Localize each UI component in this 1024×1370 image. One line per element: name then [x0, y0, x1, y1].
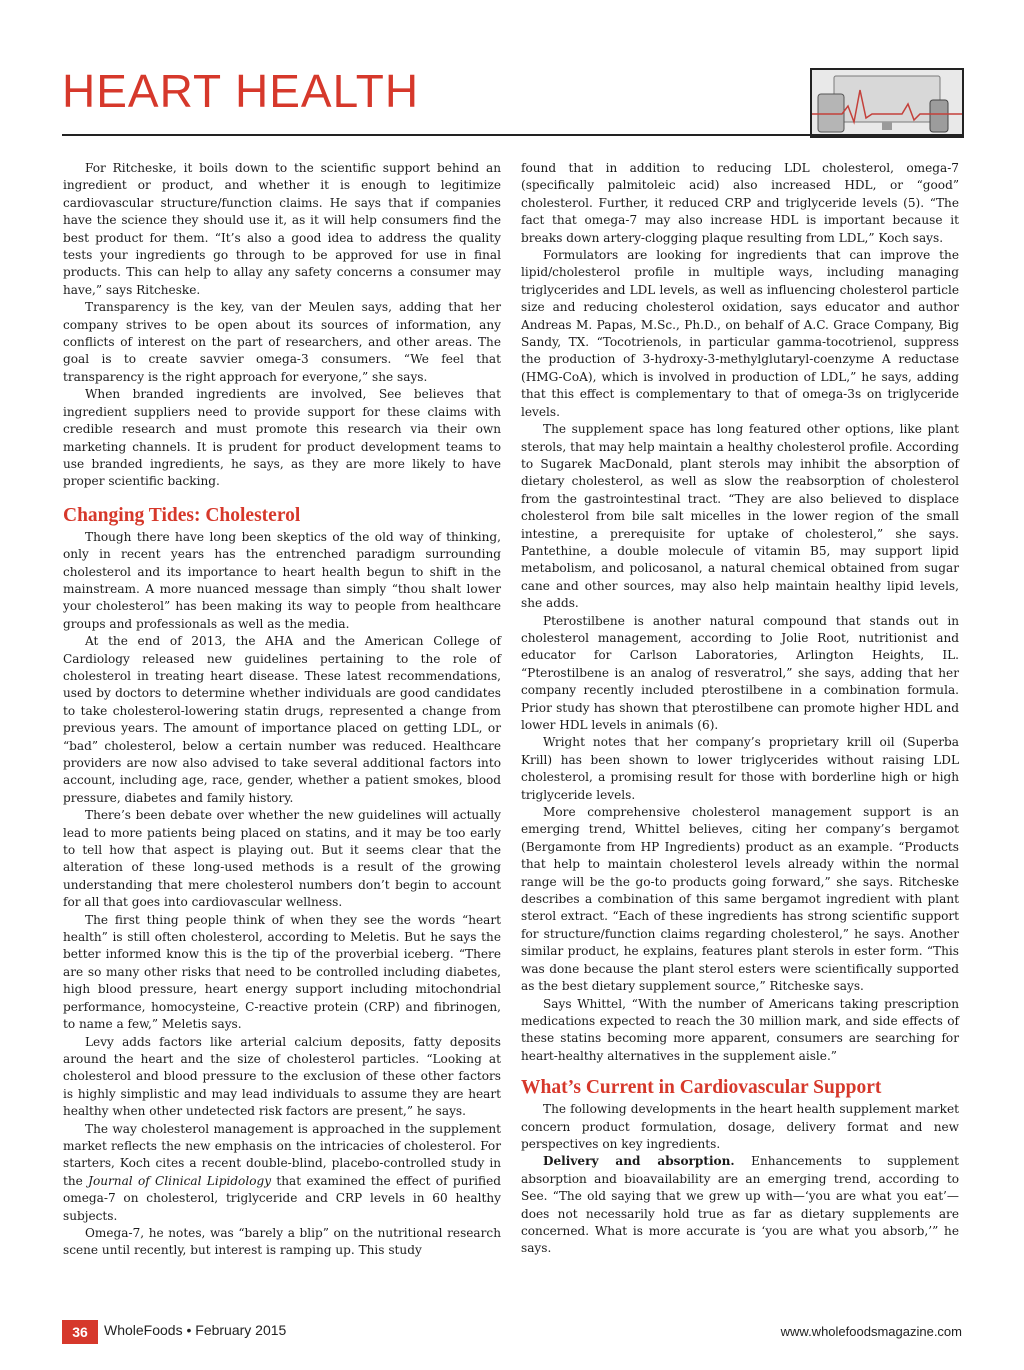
paragraph: Pterostilbene is another natural compound that stands out in cholesterol management, according to Jolie Root, nutritionist and educator for Carlson Laboratories, Arlington Heights, IL. “Pterostilbene is an analog of resveratrol,” she says, adding that her company recently included pterostilbene in a combination formula. Prior study has shown that pterostilbene can promote higher HDL and lower HDL levels in animals (6). [521, 613, 959, 732]
paragraph: found that in addition to reducing LDL cholesterol, omega-7 (specifically palmitoleic acid) also increased HDL, or “good” cholesterol. Further, it reduced CRP and triglyceride levels (5). “The fact that omega-7 may also increase HDL is important because it breaks down artery-clogging plaque resulting from LDL,” Koch says. [521, 161, 959, 245]
website-url[interactable]: www.wholefoodsmagazine.com [780, 1324, 962, 1339]
paragraph [521, 1153, 959, 1257]
heartbeat-devices-icon [810, 68, 964, 138]
paragraph: Says Whittel, “With the number of Americans taking prescription medications expected to reach the 30 million mark, and side effects of these statins becoming more apparent, consumers are searching for heart-healthy alternatives in the supplement aisle.” [521, 996, 959, 1063]
paragraph: Omega-7, he notes, was “barely a blip” on the nutritional research scene until recently, but interest is ramping up. This study [63, 1225, 501, 1258]
page-title: HEART HEALTH [62, 65, 420, 117]
right-column [521, 160, 959, 1258]
paragraph: The first thing people think of when they see the words “heart health” is still often cholesterol, according to Meletis. But he says the better informed know this is the tip of the proverbial iceberg. “There are so many other risks that need to be controlled including diabetes, high blood pressure, heart energy support including mitochondrial performance, homocysteine, C-reactive protein (CRP) and fibrinogen, to name a few,” Meletis says. [63, 912, 501, 1032]
paragraph: Wright notes that her company’s proprietary krill oil (Superba Krill) has been shown to lower triglycerides without raising LDL cholesterol, a promising result for those with borderline high or high triglyceride levels. [521, 735, 959, 802]
paragraph: Transparency is the key, van der Meulen says, adding that her company strives to be open about its sources of information, any conflicts of interest on the part of researchers, and other areas. The goal is to create savvier omega-3 consumers. “We feel that transparency is the right approach for everyone,” she says. [63, 300, 501, 384]
paragraph: At the end of 2013, the AHA and the American College of Cardiology released new guidelines pertaining to the role of cholesterol in treating heart disease. These latest recommendations, used by doctors to determine whether individuals are good candidates to take cholesterol-lowering statin drugs, represented a change from previous years. The amount of importance placed on getting LDL, or “bad” cholesterol, below a certain number was reduced. Healthcare providers are now also advised to take several additional factors into account, including age, race, gender, whether a patient smokes, blood pressure, diabetes and family history. [63, 634, 501, 805]
paragraph: For Ritcheske, it boils down to the scientific support behind an ingredient or product, and whether it is enough to legitimize cardiovascular structure/function claims. He says that if companies have the science they should use it, as it will help consumers find the best product for them. “It’s also a good idea to address the quality tests your ingredients go through to be approved for use in final products. This can help to allay any safety concerns a consumer may have,” says Ritcheske. [63, 161, 501, 297]
paragraph: The supplement space has long featured other options, like plant sterols, that may help maintain a healthy cholesterol profile. According to Sugarek MacDonald, plant sterols may inhibit the absorption of dietary cholesterol, as well as slow the reabsorption of cholesterol from the gastrointestinal tract. “They are also believed to displace cholesterol from bile salt micelles in the lower region of the small intestine, a prerequisite for uptake of cholesterol,” she says. Pantethine, a double molecule of vitamin B5, may support lipid metabolism, and policosanol, a natural chemical obtained from sugar cane and other sources, may also help maintain healthy lipid levels, she adds. [521, 422, 959, 611]
paragraph: The following developments in the heart health supplement market concern product formulation, dosage, delivery format and new perspectives on key ingredients. [521, 1102, 959, 1151]
paragraph-text: that examined the effect of purified omega-7 on cholesterol, triglyceride and CRP levels in 60 healthy subjects. [63, 1173, 501, 1223]
paragraph-text: The way cholesterol management is approached in the supplement market reflects the new emphasis on the intricacies of cholesterol. For starters, Koch cites a recent double-blind, placebo-controlled study in the [63, 1121, 501, 1188]
section-heading: Changing Tides: Cholesterol [63, 504, 301, 526]
section-heading: What’s Current in Cardiovascular Support [521, 1077, 882, 1099]
header-rule [62, 134, 962, 136]
paragraph: When branded ingredients are involved, See believes that ingredient suppliers need to provide support for these claims with credible research and must promote this research via their own marketing channels. It is prudent for product development teams to use branded ingredients, he says, as they are more likely to have proper scientific backing. [63, 387, 501, 489]
left-column [63, 160, 501, 1260]
paragraph: More comprehensive cholesterol management support is an emerging trend, Whittel believes, citing her company’s bergamot (Bergamonte from HP Ingredients) product as an example. “Products that help to maintain cholesterol levels already within the normal range will be the go-to products going forward,” she says. Ritcheske describes a combination of this same bergamot ingredient with plant sterol extract. “Each of these ingredients has strong scientific support for structure/function claims regarding cholesterol,” he says. Another similar product, he explains, features plant sterols in ester form. “This was done because the plant sterol esters were scientifically supported as the best dietary supplement source,” Ritcheske says. [521, 805, 959, 994]
publication-name: WholeFoods • February 2015 [104, 1322, 287, 1338]
paragraph [63, 1121, 501, 1225]
paragraph: Levy adds factors like arterial calcium deposits, fatty deposits around the heart and the size of cholesterol particles. “Looking at cholesterol and blood pressure to the exclusion of these other factors is highly simplistic and may lead individuals to assume they are heart healthy when other undetected risk factors are present,” he says. [63, 1034, 501, 1119]
paragraph: There’s been debate over whether the new guidelines will actually lead to more patients being placed on statins, and it may be too early to tell how that aspect is playing out. But it seems clear that the alteration of these long-used methods is a result of the growing understanding that mere cholesterol numbers don’t begin to account for all that goes into cardiovascular wellness. [63, 808, 501, 910]
journal-title: Journal of Clinical Lipidology [88, 1173, 272, 1188]
paragraph: Formulators are looking for ingredients that can improve the lipid/cholesterol profile in multiple ways, including managing triglycerides and LDL levels, as well as influencing cholesterol particle size and reducing cholesterol oxidation, says educator and author Andreas M. Papas, M.Sc., Ph.D., on behalf of A.C. Grace Company, Big Sandy, TX. “Tocotrienols, in particular gamma-tocotrienol, suppress the production of 3-hydroxy-3-methylglutaryl-coenzyme A reductase (HMG-CoA), which is involved in production of LDL,” he says, adding that this effect is complementary to that of omega-3s on triglyceride levels. [521, 248, 959, 419]
paragraph: Though there have long been skeptics of the old way of thinking, only in recent years has the entrenched paradigm surrounding cholesterol and its importance to heart health begun to shift in the mainstream. A more nuanced message than simply “thou shalt lower your cholesterol” has been making its way to people from healthcare groups and professionals as well as the media. [63, 529, 501, 631]
paragraph-text: Enhancements to supplement absorption and bioavailability are an emerging trend, according to See. “The old saying that we grew up with—‘you are what you eat’—does not necessarily hold true as far as dietary supplements are concerned. What is more accurate is ‘you are what you absorb,’” he says. [521, 1154, 959, 1256]
paragraph-lead: Delivery and absorption. [543, 1154, 735, 1169]
page-number: 36 [62, 1320, 98, 1344]
